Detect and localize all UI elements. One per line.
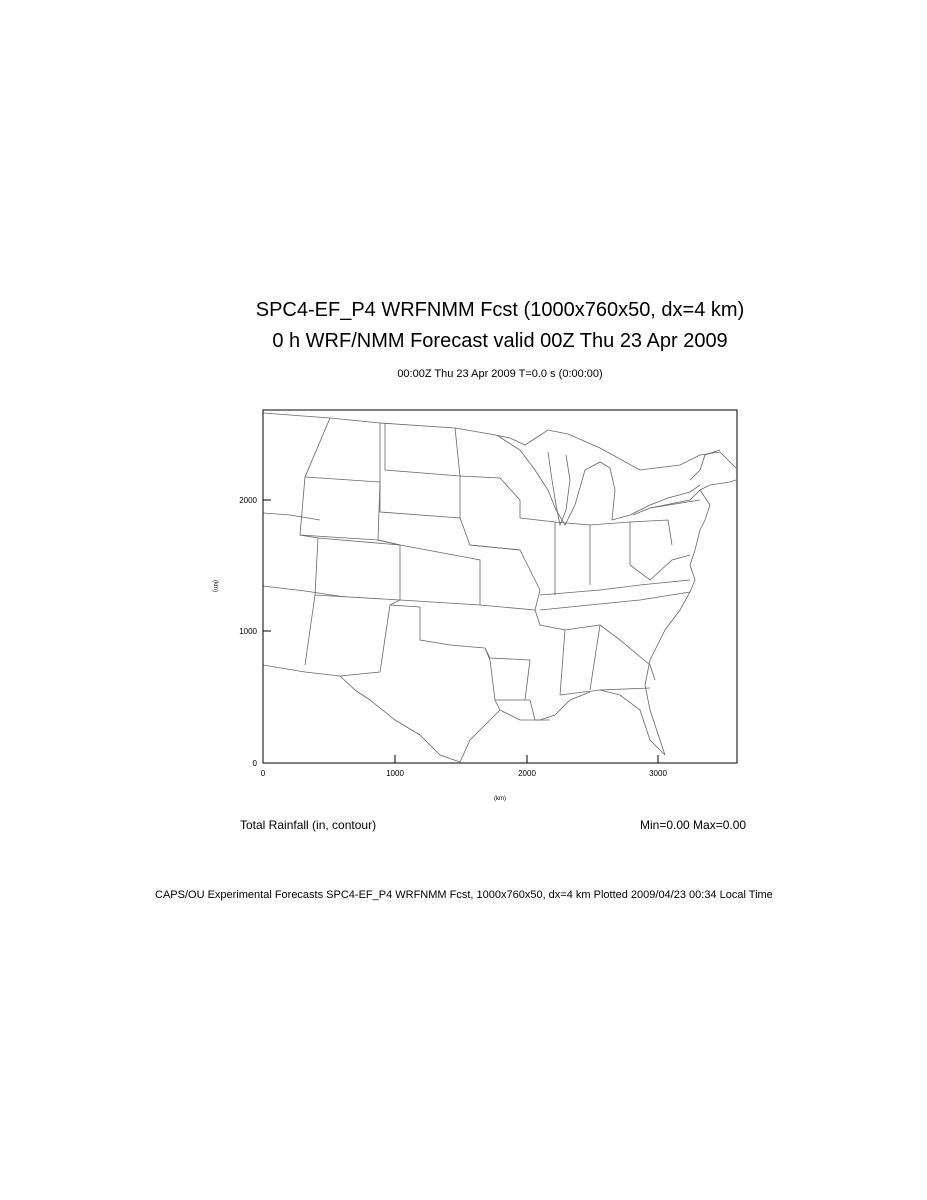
x-tick-3000: 3000 — [649, 769, 667, 778]
y-axis-label: (km) — [212, 580, 218, 592]
footer-credit: CAPS/OU Experimental Forecasts SPC4-EF_P4 WRFNMM Fcst, 1000x760x50, dx=4 km Plotted 2009/04/23 00:34 Local Time — [155, 889, 773, 901]
field-label: Total Rainfall (in, contour) — [240, 818, 377, 832]
x-tick-1000: 1000 — [386, 769, 404, 778]
x-tick-2000: 2000 — [518, 769, 536, 778]
x-tick-0: 0 — [260, 769, 266, 778]
y-tick-1000: 1000 — [239, 627, 257, 636]
plot-title-line-2: 0 h WRF/NMM Forecast valid 00Z Thu 23 Apr 2009 — [272, 330, 728, 352]
x-axis-label: (km) — [494, 796, 506, 802]
valid-time-line: 00:00Z Thu 23 Apr 2009 T=0.0 s (0:00:00) — [397, 368, 603, 380]
state-boundaries — [263, 413, 736, 762]
y-tick-2000: 2000 — [239, 496, 257, 505]
y-tick-0: 0 — [252, 759, 257, 768]
plot-title-line-1: SPC4-EF_P4 WRFNMM Fcst (1000x760x50, dx=4 km) — [255, 299, 745, 321]
min-max-readout: Min=0.00 Max=0.00 — [640, 818, 747, 832]
